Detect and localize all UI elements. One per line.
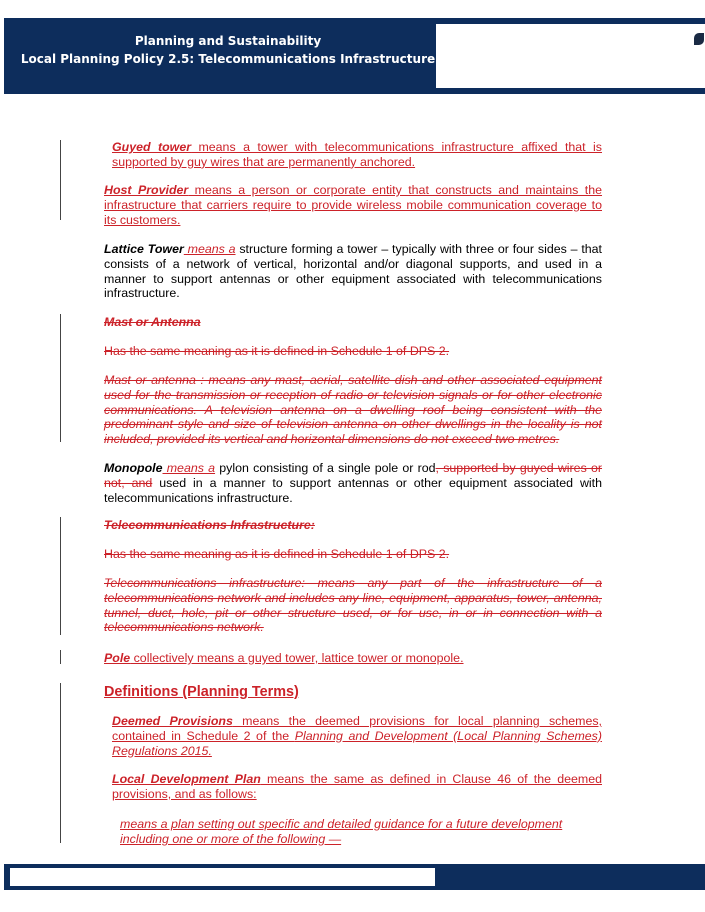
deleted-telecom-definition: Telecommunications infrastructure: means any part of the infrastructure of a telecommunications network and includes any line, equipment, apparatus, tower, antenna, tunnel, duct, hole, pit or other structure used, or for use, in or in connection with a telecommunications network.: [104, 576, 602, 635]
council-logo-icon: [694, 33, 704, 45]
term-guyed-tower: Guyed tower: [112, 140, 192, 154]
definition-pole: [104, 651, 602, 666]
term-pole: Pole: [104, 651, 131, 665]
deleted-telecom-reference: Has the same meaning as it is defined in Schedule 1 of DPS 2.: [104, 547, 450, 561]
deleted-mast-definition: Mast or antenna : means any mast, aerial, satellite dish and other associated equipment used for the transmission or reception of radio or television signals or for other electronic communications. A television antenna on a dwelling roof being consistent with the predominant style and size of television antenna on other dwellings in the locality is not included, provided its vertical and horizontal dimensions do not exceed two metres.: [104, 373, 602, 447]
term-monopole: Monopole: [104, 461, 163, 475]
definition-text: means the deemed provisions for local planning schemes, contained in Schedule 2 of the: [112, 714, 602, 743]
header-logo-panel: [436, 24, 705, 88]
definition-text: collectively means a guyed tower, lattice tower or monopole.: [130, 651, 464, 665]
definition-text: means a person or corporate entity that constructs and maintains the infrastructure that carriers require to provide wireless mobile communication coverage to its customers.: [104, 183, 603, 227]
definition-text: means the same as defined in Clause 46 of the deemed provisions, and as follows:: [112, 772, 602, 801]
regulation-title: Planning and Development (Local Planning Schemes) Regulations 2015.: [112, 728, 602, 758]
definition-text: pylon consisting of a single pole or rod: [215, 461, 436, 475]
definition-text: structure forming a tower – typically with three or four sides – that consists of a network of vertical, horizontal and/or diagonal supports, and used in a manner to support antennas or other equipment associated with telecommunications infrastructure.: [104, 242, 602, 301]
definition-monopole: [104, 461, 602, 505]
definition-text: used in a manner to support antennas or other equipment associated with telecommunications infrastructure.: [104, 475, 602, 505]
inserted-text: means a: [183, 242, 236, 256]
deleted-heading-telecom: Telecommunications Infrastructure:: [104, 518, 315, 532]
term-host-provider: Host Provider: [104, 183, 189, 197]
definition-guyed-tower: [112, 140, 602, 170]
header-department: Planning and Sustainability: [134, 34, 322, 48]
footer-panel: [10, 868, 435, 886]
change-bar: [60, 140, 61, 220]
term-local-development-plan: Local Development Plan: [112, 772, 261, 786]
change-bar: [60, 650, 61, 664]
definition-local-development-plan: [112, 772, 602, 802]
deleted-text: , supported by guyed wires or not, and: [104, 461, 603, 490]
definition-host-provider: [104, 183, 602, 227]
change-bar: [60, 683, 61, 843]
deleted-heading-mast: Mast or Antenna: [104, 315, 201, 329]
section-heading: Definitions (Planning Terms): [104, 684, 299, 700]
deleted-mast-reference: Has the same meaning as it is defined in Schedule 1 of DPS 2.: [104, 344, 450, 358]
term-lattice-tower: Lattice Tower: [104, 242, 184, 256]
term-deemed-provisions: Deemed Provisions: [112, 714, 233, 728]
header-policy-title: Local Planning Policy 2.5: Telecommunications Infrastructure: [20, 52, 436, 66]
definition-text: means a tower with telecommunications infrastructure affixed that is supported by guy wires that are permanently anchored.: [112, 140, 602, 169]
definition-lattice-tower: [104, 242, 602, 301]
ldp-sub-definition: means a plan setting out specific and detailed guidance for a future development including one or more of the following —: [120, 817, 563, 846]
definition-deemed-provisions: [112, 714, 602, 758]
change-bar: [60, 314, 61, 442]
inserted-text: means a: [162, 461, 216, 475]
change-bar: [60, 517, 61, 635]
